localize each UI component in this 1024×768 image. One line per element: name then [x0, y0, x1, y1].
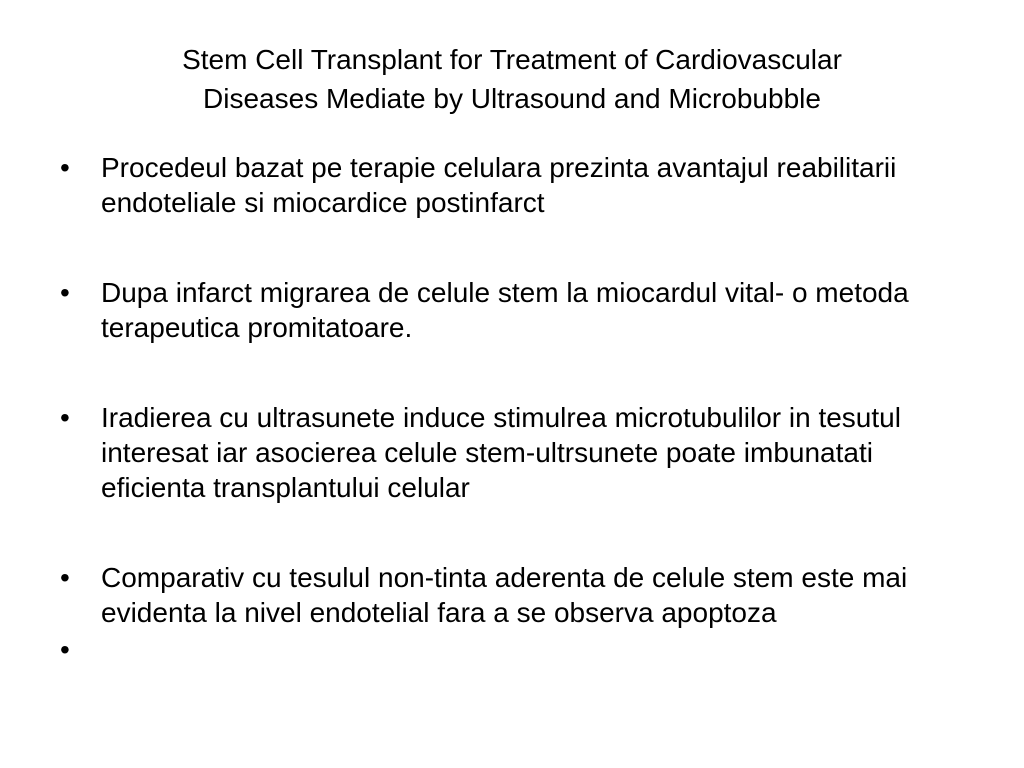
bullet-marker: •: [60, 634, 70, 665]
bullet-list: [0, 150, 1024, 667]
bullet-text-3: Iradierea cu ultrasunete induce stimulrea microtubulilor in tesutul interesat iar asocierea celule stem-ultrsunete poate imbunatati eficienta transplantului celular: [101, 402, 901, 503]
bullet-item-4: [0, 560, 1024, 630]
bullet-item-3: [0, 400, 1024, 505]
bullet-marker: •: [60, 277, 70, 308]
bullet-marker: •: [60, 402, 70, 433]
slide-title-line-1: Stem Cell Transplant for Treatment of Cardiovascular: [182, 44, 842, 75]
bullet-marker: •: [60, 562, 70, 593]
slide-title-line-2: Diseases Mediate by Ultrasound and Microbubble: [203, 83, 821, 114]
bullet-item-1: [0, 150, 1024, 220]
bullet-marker: •: [60, 152, 70, 183]
slide-title: [60, 40, 964, 118]
bullet-item-2: [0, 275, 1024, 345]
bullet-item-5: [0, 632, 1024, 667]
bullet-text-4: Comparativ cu tesulul non-tinta aderenta de celule stem este mai evidenta la nivel endotelial fara a se observa apoptoza: [101, 562, 908, 628]
bullet-text-2: Dupa infarct migrarea de celule stem la miocardul vital- o metoda terapeutica promitatoare.: [101, 277, 909, 343]
bullet-text-1: Procedeul bazat pe terapie celulara prezinta avantajul reabilitarii endoteliale si miocardice postinfarct: [101, 152, 897, 218]
